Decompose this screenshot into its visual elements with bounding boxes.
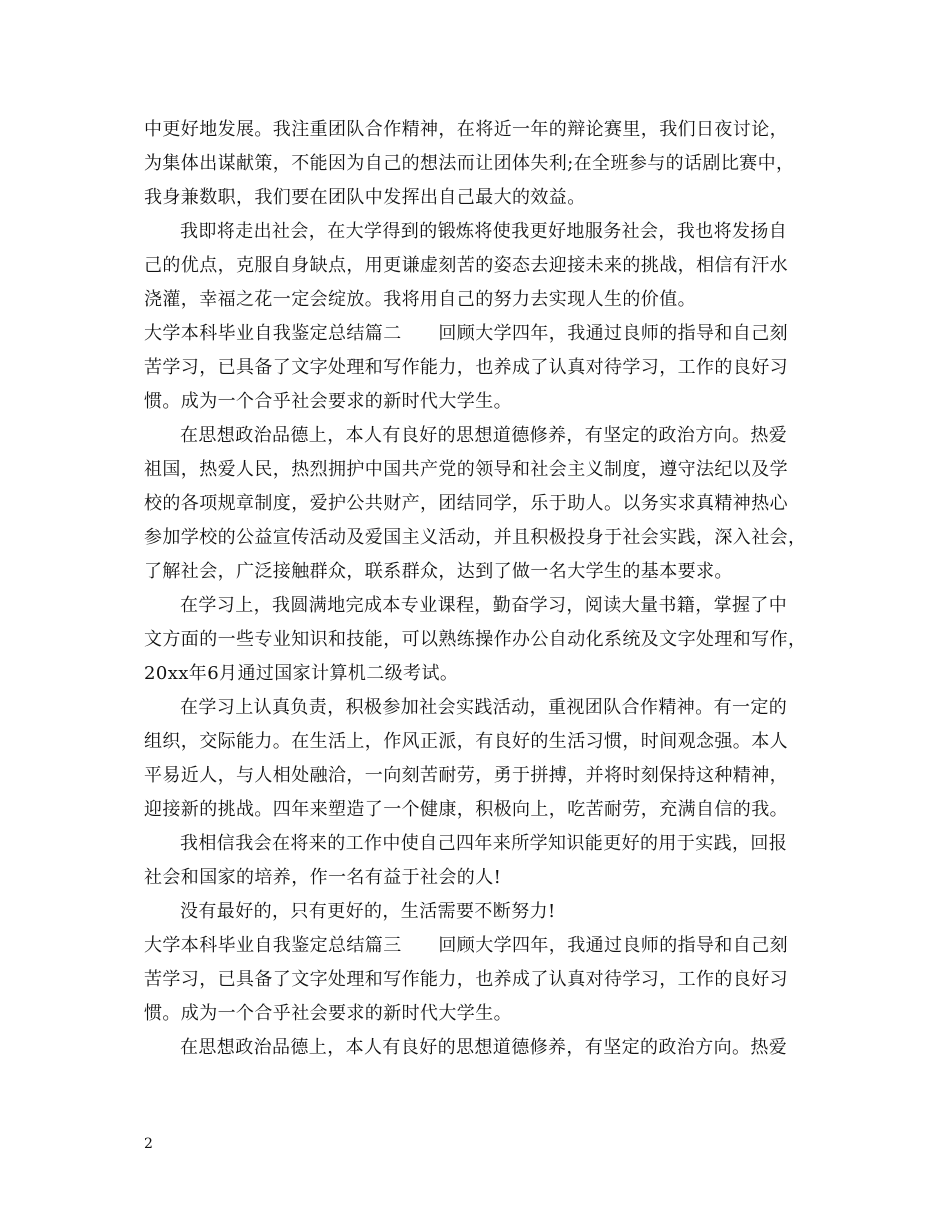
text-line: 苦学习，已具备了文字处理和写作能力，也养成了认真对待学习，工作的良好习 [144, 969, 788, 990]
text-line: 在学习上认真负责，积极参加社会实践活动，重视团队合作精神。有一定的 [180, 697, 788, 718]
text-line: 迎接新的挑战。四年来塑造了一个健康，积极向上，吃苦耐劳，充满自信的我。 [144, 799, 788, 820]
text-line: 苦学习，已具备了文字处理和写作能力，也养成了认真对待学习，工作的良好习 [144, 357, 788, 378]
text-line: 在学习上，我圆满地完成本专业课程，勤奋学习，阅读大量书籍，掌握了中 [180, 595, 788, 616]
text-line: 我相信我会在将来的工作中使自己四年来所学知识能更好的用于实践，回报 [180, 833, 788, 854]
document-body [144, 113, 814, 1065]
text-line: 参加学校的公益宣传活动及爱国主义活动，并且积极投身于社会实践，深入社会， [144, 527, 807, 548]
text-line: 惯。成为一个合乎社会要求的新时代大学生。 [144, 391, 512, 412]
text-line: 己的优点，克服自身缺点，用更谦虚刻苦的姿态去迎接未来的挑战，相信有汗水 [144, 255, 788, 276]
text-line: 为集体出谋献策，不能因为自己的想法而让团体失利;在全班参与的话剧比赛中， [144, 153, 795, 174]
text-line: 在思想政治品德上，本人有良好的思想道德修养，有坚定的政治方向。热爱 [180, 425, 788, 446]
text-line: 浇灌，幸福之花一定会绽放。我将用自己的努力去实现人生的价值。 [144, 289, 696, 310]
text-line: 我身兼数职，我们要在团队中发挥出自己最大的效益。 [144, 187, 586, 208]
text-line: 惯。成为一个合乎社会要求的新时代大学生。 [144, 1003, 512, 1024]
text-line: 组织，交际能力。在生活上，作风正派，有良好的生活习惯，时间观念强。本人 [144, 731, 788, 752]
section-heading-line: 大学本科毕业自我鉴定总结篇三 回顾大学四年，我通过良师的指导和自己刻 [144, 935, 788, 956]
section-heading-line: 大学本科毕业自我鉴定总结篇二 回顾大学四年，我通过良师的指导和自己刻 [144, 323, 788, 344]
text-line: 平易近人，与人相处融洽，一向刻苦耐劳，勇于拼搏，并将时刻保持这种精神， [144, 765, 788, 786]
text-line: 中更好地发展。我注重团队合作精神，在将近一年的辩论赛里，我们日夜讨论， [144, 119, 788, 140]
text-line: 我即将走出社会，在大学得到的锻炼将使我更好地服务社会，我也将发扬自 [180, 221, 788, 242]
text-line: 祖国，热爱人民，热烈拥护中国共产党的领导和社会主义制度，遵守法纪以及学 [144, 459, 788, 480]
text-line: 了解社会，广泛接触群众，联系群众，达到了做一名大学生的基本要求。 [144, 561, 733, 582]
text-line: 文方面的一些专业知识和技能，可以熟练操作办公自动化系统及文字处理和写作， [144, 629, 807, 650]
text-line: 社会和国家的培养，作一名有益于社会的人! [144, 867, 502, 888]
text-line: 在思想政治品德上，本人有良好的思想道德修养，有坚定的政治方向。热爱 [180, 1037, 788, 1058]
text-line: 没有最好的，只有更好的，生活需要不断努力! [180, 901, 556, 922]
text-line: 20xx年6月通过国家计算机二级考试。 [144, 663, 459, 684]
text-line: 校的各项规章制度，爱护公共财产，团结同学，乐于助人。以务实求真精神热心 [144, 493, 788, 514]
page-number: 2 [144, 1136, 153, 1152]
